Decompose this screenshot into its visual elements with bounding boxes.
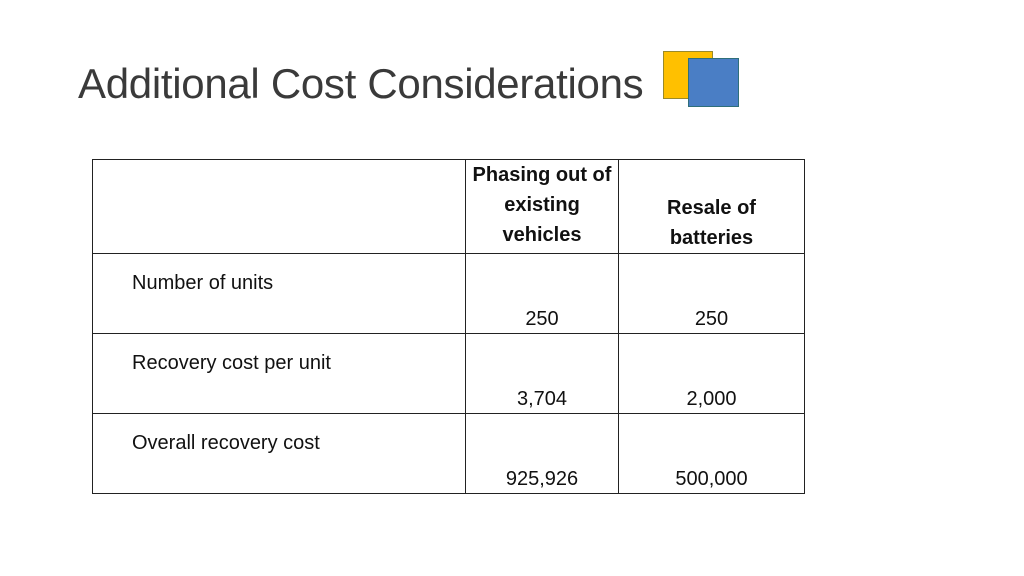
table-row — [93, 254, 805, 334]
header-text: vehicles — [502, 224, 582, 246]
header-cell-resale — [619, 160, 805, 254]
header-text: existing — [504, 194, 580, 216]
table-row — [93, 414, 805, 494]
blue-square-decoration — [688, 58, 739, 107]
row-label: Overall recovery cost — [93, 414, 466, 494]
table-row — [93, 334, 805, 414]
table-cell-value: 2,000 — [619, 334, 805, 414]
header-text: Phasing out of — [472, 164, 612, 186]
cost-table — [92, 159, 805, 494]
slide-title: Additional Cost Considerations — [78, 60, 644, 107]
table-cell-value: 250 — [466, 254, 619, 334]
header-cell-phasing-out — [466, 160, 619, 254]
row-label: Recovery cost per unit — [93, 334, 466, 414]
header-text: Resale of — [667, 197, 756, 219]
header-cell-blank — [93, 160, 466, 254]
table-cell-value: 250 — [619, 254, 805, 334]
table-header-row — [93, 160, 805, 254]
table-cell-value: 925,926 — [466, 414, 619, 494]
table-cell-value: 3,704 — [466, 334, 619, 414]
header-text: batteries — [669, 227, 754, 249]
table-cell-value: 500,000 — [619, 414, 805, 494]
row-label: Number of units — [93, 254, 466, 334]
